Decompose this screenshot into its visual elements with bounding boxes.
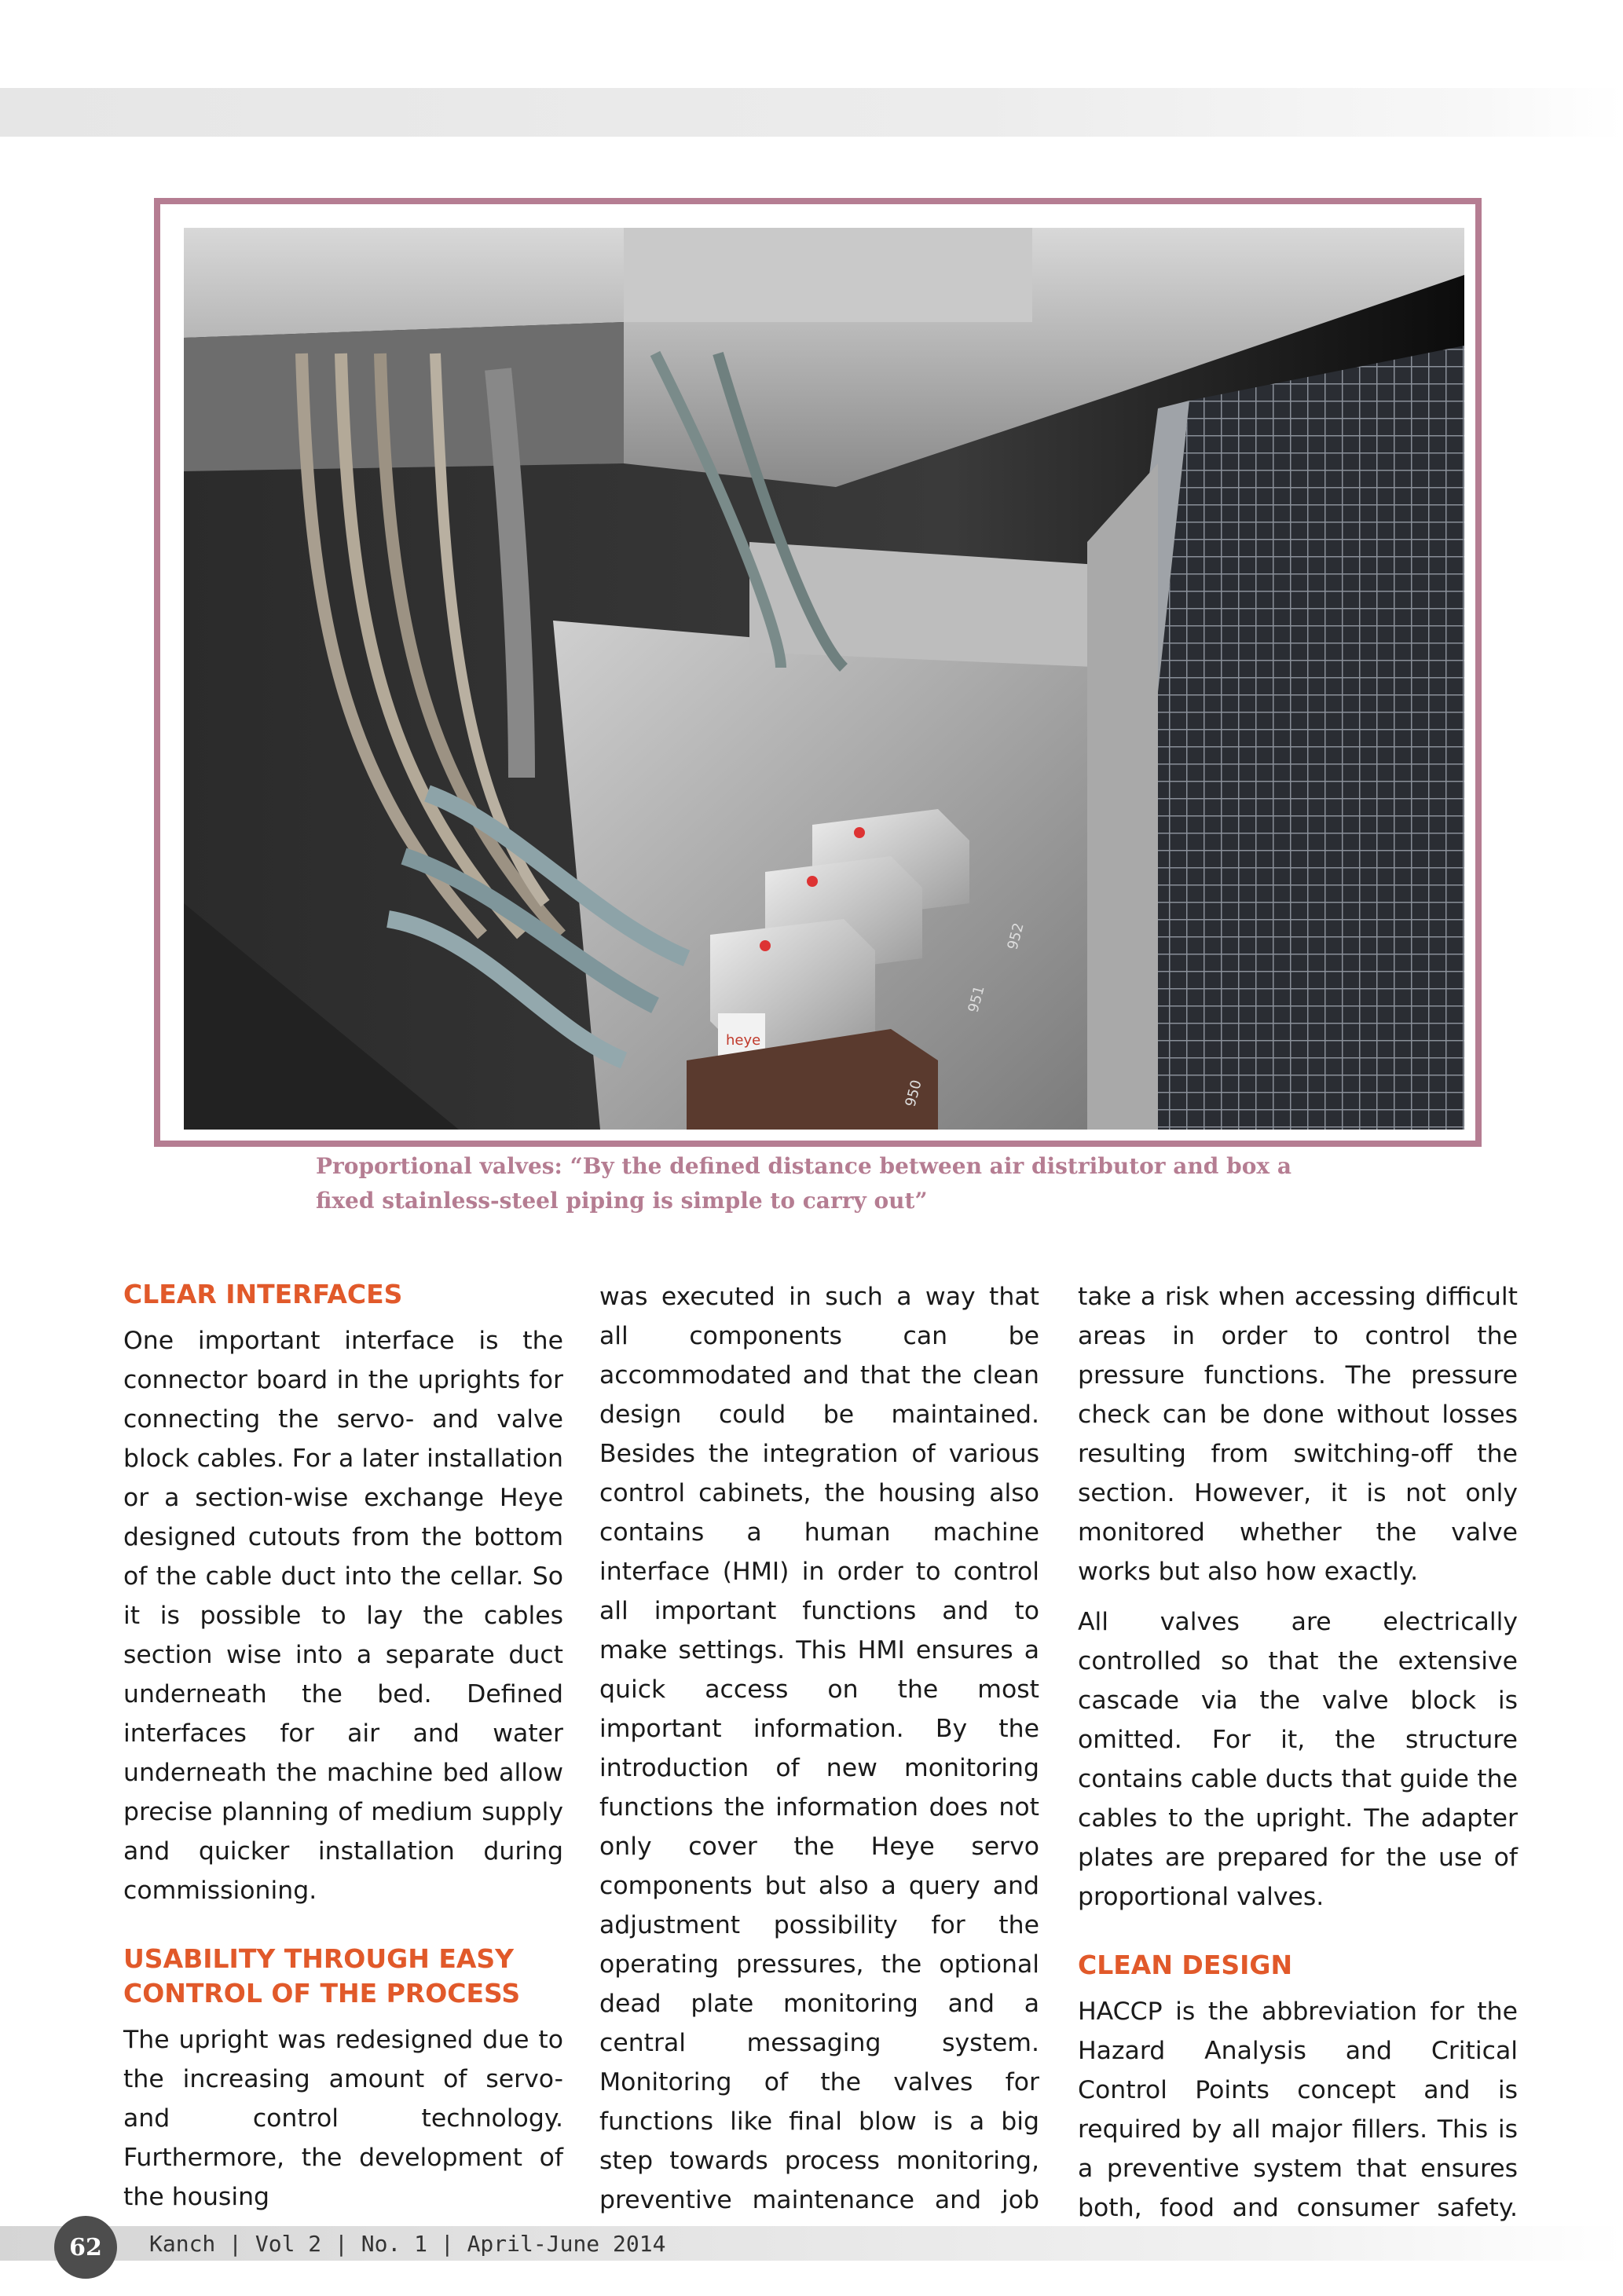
body-paragraph: The upright was redesigned due to the increasing amount of servo- and control technology. Furthermore, the development of the housing xyxy=(123,2026,563,2211)
header-band xyxy=(0,88,1623,137)
section-heading: USABILITY THROUGH EASY CONTROL OF THE PROCESS xyxy=(123,1943,521,2009)
section-heading: CLEAR INTERFACES xyxy=(123,1279,403,1309)
publication-info: Kanch | Vol 2 | No. 1 | April-June 2014 xyxy=(149,2231,666,2257)
page-number-badge: 62 xyxy=(54,2216,117,2279)
text-column-3 xyxy=(1078,1277,1518,2278)
photo-caption: Proportional valves: “By the defined distance between air distributor and box a fixed stainless-steel piping is simple to carry out” xyxy=(316,1153,1291,1214)
valve-number-label: 950 xyxy=(902,1078,925,1109)
body-paragraph: One important interface is the connector board in the uprights for connecting the servo- and valve block cables. For a later installation or a section-wise exchange Heye designed cutouts from the bottom of the cable duct into the cellar. So it is possible to lay the cables section wise into a separate duct underneath the bed. Defined interfaces for air and water underneath the machine bed allow precise planning of medium supply and quicker installation during commissioning. xyxy=(123,1327,564,1905)
text-column-1 xyxy=(123,1277,563,2228)
photo-frame xyxy=(154,198,1482,1147)
valve-number-label: 952 xyxy=(1004,921,1028,952)
body-paragraph: take a risk when accessing difficult areas in order to control the pressure functions. The pressure check can be done without losses resulting from switching-off the section. However, it is not only monitored whether the valve works but also how exactly. xyxy=(1078,1283,1518,1586)
machine-photo xyxy=(184,228,1464,1130)
valve-number-label: 951 xyxy=(965,983,988,1015)
brand-label: heye xyxy=(726,1032,761,1049)
body-paragraph: was executed in such a way that all components can be accommodated and that the clean design could be maintained. Besides the integration of various control cabinets, the housing also contains a human machine interface (HMI) in order to control all important functions and to make settings. This HMI ensures a quick access on the most important information. By the introduction of new monitoring functions the information does not only cover the Heye servo components but also a query and adjustment possibility for the operating pressures, the optional dead plate monitoring and a central messaging system. Monitoring of the valves for functions like final blow is a big step towards process monitoring, preventive maintenance and job xyxy=(599,1283,1039,2214)
body-paragraph: All valves are electrically controlled so that the extensive cascade via the valve block is omitted. For it, the structure contains cable ducts that guide the cables to the upright. The adapter plates are prepared for the use of proportional valves. xyxy=(1078,1608,1518,1911)
body-paragraph: HACCP is the abbreviation for the Hazard Analysis and Critical Control Points concept and is required by all major fillers. This is a preventive system that ensures both, food and consumer safety. xyxy=(1078,1998,1518,2222)
text-column-2 xyxy=(599,1277,1039,2270)
section-heading: CLEAN DESIGN xyxy=(1078,1950,1293,1980)
